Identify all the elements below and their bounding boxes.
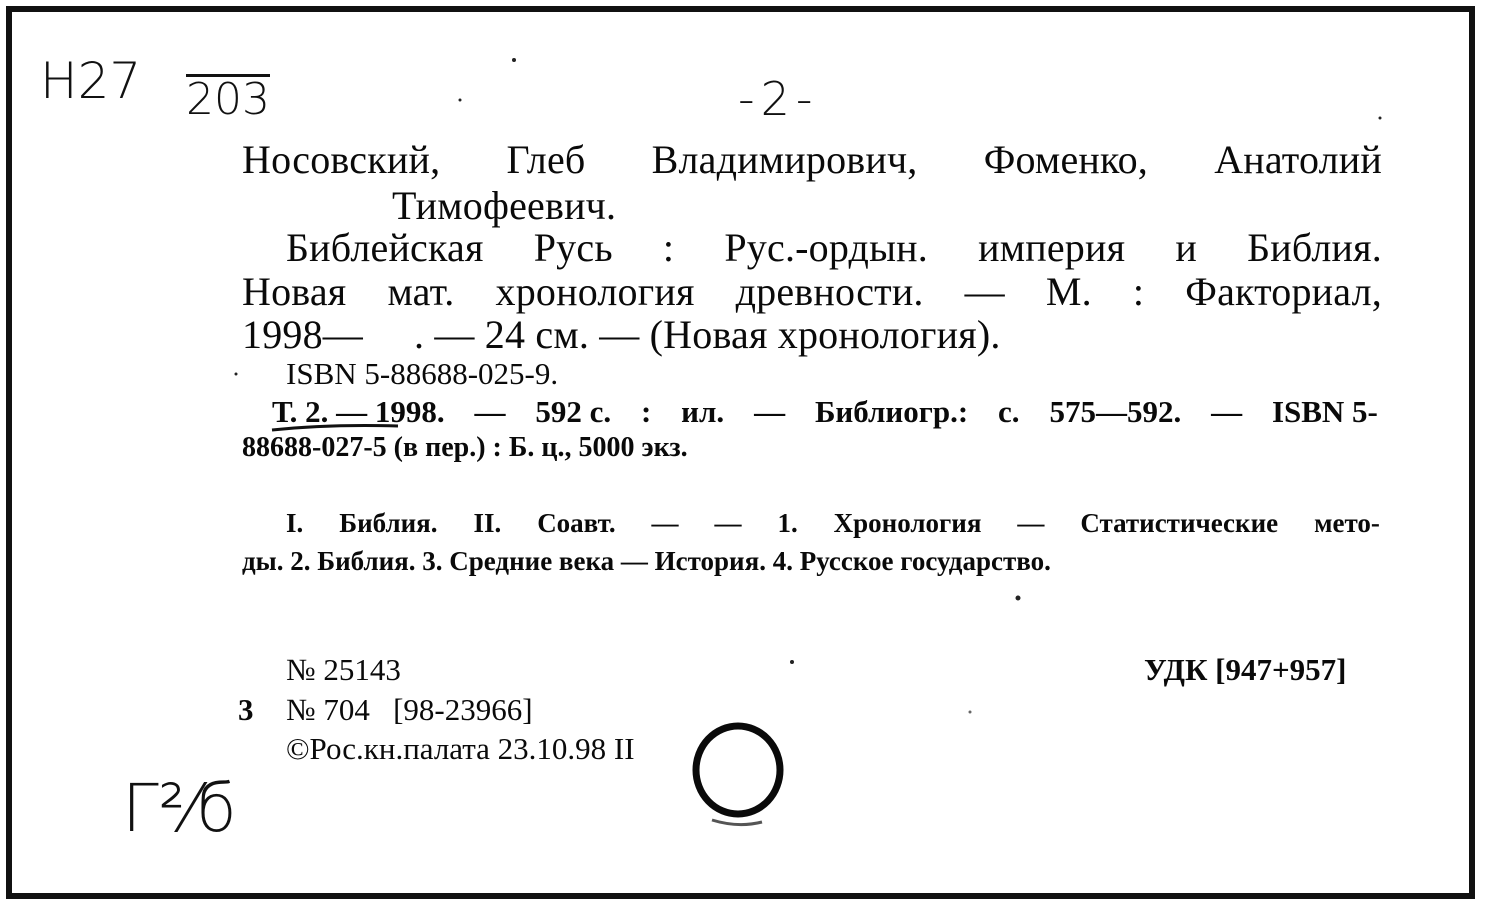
subject-word: Библия. <box>339 508 438 538</box>
udk-code: УДК [947+957] <box>1144 652 1347 687</box>
title-word: мат. <box>387 269 455 314</box>
footer-prefix: 3 <box>238 692 254 727</box>
handwritten-bottom-mark: Г²⁄б <box>122 770 237 847</box>
title-word: Библия. <box>1247 225 1382 270</box>
title-word: Русь <box>533 225 613 270</box>
volume-word: Библиогр.: <box>814 394 969 429</box>
title-line-3: 1998— . — 24 см. — (Новая хронология). <box>242 312 1001 357</box>
title-word: — <box>964 269 1005 314</box>
volume-word: 592 с. <box>535 394 612 429</box>
isbn-general: ISBN 5-88688-025-9. <box>286 356 559 391</box>
subject-word: II. <box>473 508 502 538</box>
title-word: империя <box>978 225 1126 270</box>
handwritten-page-mark: -2- <box>738 72 819 126</box>
volume-word: ISBN 5- <box>1271 394 1378 429</box>
volume-word: Т. 2. — 1998. <box>272 394 445 429</box>
author-word: Носовский, <box>242 137 441 182</box>
volume-word: с. <box>998 394 1020 429</box>
authors-line-2: Тимофеевич. <box>392 183 617 228</box>
subject-word: мето- <box>1314 508 1380 538</box>
title-word: Факториал, <box>1185 269 1382 314</box>
title-word: и <box>1175 225 1197 270</box>
subject-word: Статистические <box>1080 508 1279 538</box>
author-word: Владимирович, <box>651 137 918 182</box>
volume-word: — <box>1211 394 1243 429</box>
title-word: М. <box>1045 269 1092 314</box>
subjects-line-2: ды. 2. Библия. 3. Средние века — История. 4. Русское государство. <box>242 546 1051 576</box>
handwritten-shelf-mark-right: 203 <box>186 74 270 125</box>
subject-word: 1. <box>777 508 798 538</box>
title-word: Рус.-ордын. <box>724 225 928 270</box>
title-word: древности. <box>735 269 924 314</box>
subject-word: I. <box>286 508 304 538</box>
subject-word: Соавт. <box>537 508 616 538</box>
volume-line-2: 88688-027-5 (в пер.) : Б. ц., 5000 экз. <box>242 432 688 463</box>
subject-word: — <box>714 508 742 538</box>
author-word: Глеб <box>506 137 586 182</box>
handwritten-shelf-mark-left: H27 <box>40 52 142 110</box>
title-word: : <box>662 225 675 270</box>
volume-word: — <box>474 394 506 429</box>
subject-word: Хронология <box>833 508 982 538</box>
subject-word: — <box>1017 508 1045 538</box>
title-word: : <box>1132 269 1145 314</box>
volume-word: — <box>754 394 786 429</box>
author-word: Фоменко, <box>983 137 1149 182</box>
card-number: № 25143 <box>286 652 401 687</box>
book-chamber-stamp: ©Рос.кн.палата 23.10.98 II <box>286 731 635 766</box>
title-word: хронология <box>495 269 695 314</box>
volume-word: : <box>640 394 652 429</box>
volume-word: ил. <box>681 394 725 429</box>
footer-registration: № 704 [98-23966] <box>286 692 533 727</box>
author-word: Анатолий <box>1214 137 1382 182</box>
title-word: Библейская <box>286 225 484 270</box>
title-word: Новая <box>242 269 347 314</box>
subject-word: — <box>651 508 679 538</box>
volume-word: 575—592. <box>1049 394 1182 429</box>
